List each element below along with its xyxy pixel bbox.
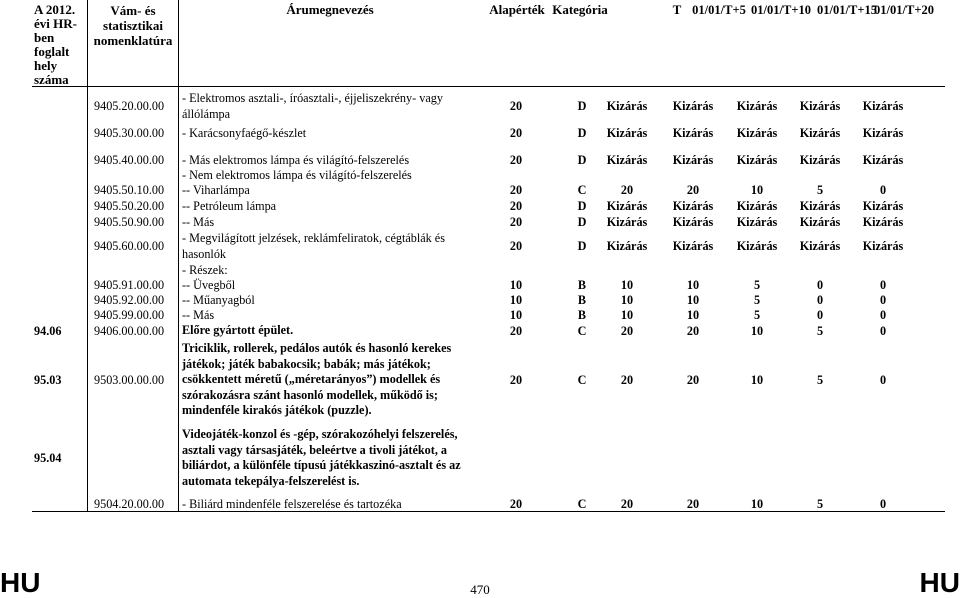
rate-t-plus-20: Kizárás (862, 239, 904, 253)
table-row (0, 198, 960, 214)
rate-t-plus-20: Kizárás (862, 199, 904, 213)
base-rate: 10 (509, 293, 523, 307)
goods-description: -- Üvegből (182, 278, 236, 292)
goods-description: -- Más (182, 308, 215, 322)
nomenclature-code: 9405.60.00.00 (94, 239, 165, 253)
rate-t-plus-10: 5 (753, 278, 761, 292)
rate-t-plus-10: Kizárás (736, 215, 778, 229)
header-t-plus-10: 01/01/T+10 (751, 3, 811, 17)
rate-t-plus-10: 10 (750, 183, 764, 197)
rate-t-plus-15: Kizárás (799, 239, 841, 253)
goods-description: Előre gyártott épület. (182, 323, 294, 338)
rate-t-plus-20: Kizárás (862, 99, 904, 113)
rate-t-plus-5: Kizárás (672, 126, 714, 140)
goods-description: -- Petróleum lámpa (182, 199, 277, 213)
rate-t-plus-20: Kizárás (862, 126, 904, 140)
rate-t-plus-15: Kizárás (799, 99, 841, 113)
header-t-plus-15: 01/01/T+15 (817, 3, 877, 17)
header-description: Árumegnevezés (286, 2, 374, 17)
rate-t-plus-15: Kizárás (799, 199, 841, 213)
rate-t-plus-10: Kizárás (736, 199, 778, 213)
rate-t-plus-5: 20 (686, 497, 700, 511)
rate-t-plus-5: 20 (686, 373, 700, 387)
base-rate: 20 (509, 324, 523, 338)
staging-category: D (577, 199, 587, 213)
rate-t-plus-20: 0 (879, 373, 887, 387)
rate-t: 10 (620, 293, 634, 307)
rate-t-plus-20: Kizárás (862, 215, 904, 229)
rate-t: 10 (620, 278, 634, 292)
rate-t-plus-10: Kizárás (736, 153, 778, 167)
rate-t-plus-20: 0 (879, 308, 887, 322)
rate-t: 10 (620, 308, 634, 322)
rate-t: Kizárás (606, 99, 648, 113)
rate-t-plus-15: 5 (816, 183, 824, 197)
table-row (0, 152, 960, 168)
table-row (0, 214, 960, 230)
base-rate: 20 (509, 373, 523, 387)
staging-category: C (577, 497, 587, 511)
table-row (0, 182, 960, 198)
heading-row (0, 341, 960, 419)
base-rate: 20 (509, 239, 523, 253)
rate-t-plus-10: 10 (750, 497, 764, 511)
nomenclature-code: 9405.20.00.00 (94, 99, 165, 113)
rate-t: Kizárás (606, 239, 648, 253)
table-row (0, 125, 960, 141)
rate-t-plus-5: 20 (686, 183, 700, 197)
staging-category: D (577, 126, 587, 140)
nomenclature-code: 9503.00.00.00 (94, 373, 165, 387)
staging-category: C (577, 324, 587, 338)
rate-t: 20 (620, 373, 634, 387)
rate-t: 20 (620, 183, 634, 197)
rate-t-plus-20: 0 (879, 183, 887, 197)
goods-description: -- Viharlámpa (182, 183, 250, 197)
rate-t-plus-5: Kizárás (672, 153, 714, 167)
footer-country-code-right: HU (919, 567, 960, 598)
rate-t-plus-5: 10 (686, 278, 700, 292)
staging-category: C (577, 183, 587, 197)
rate-t-plus-20: 0 (879, 293, 887, 307)
nomenclature-code: 9405.50.90.00 (94, 215, 165, 229)
header-base-rate: Alapérték (489, 2, 545, 17)
goods-description: - Biliárd mindenféle felszerelése és tartozéka (182, 497, 402, 511)
rate-t: Kizárás (606, 215, 648, 229)
base-rate: 20 (509, 199, 523, 213)
goods-description: - Más elektromos lámpa és világító-felszerelés (182, 153, 410, 167)
rate-t-plus-15: Kizárás (799, 153, 841, 167)
goods-description: -- Műanyagból (182, 293, 255, 307)
base-rate: 10 (509, 278, 523, 292)
footer-country-code-left: HU (0, 567, 41, 598)
staging-category: D (577, 99, 587, 113)
rate-t-plus-5: Kizárás (672, 99, 714, 113)
goods-description: - Nem elektromos lámpa és világító-felszerelés (182, 168, 412, 182)
rate-t-plus-10: 5 (753, 308, 761, 322)
staging-category: D (577, 239, 587, 253)
rate-t-plus-15: 5 (816, 324, 824, 338)
staging-category: D (577, 215, 587, 229)
nomenclature-code: 9405.50.20.00 (94, 199, 165, 213)
nomenclature-code: 9405.92.00.00 (94, 293, 165, 307)
hs-heading-number: 95.04 (34, 451, 62, 465)
rate-t-plus-5: Kizárás (672, 199, 714, 213)
rate-t-plus-20: 0 (879, 324, 887, 338)
heading-row (0, 323, 960, 339)
rate-t-plus-10: 10 (750, 373, 764, 387)
rate-t-plus-10: Kizárás (736, 99, 778, 113)
base-rate: 10 (509, 308, 523, 322)
rate-t-plus-15: 0 (816, 293, 824, 307)
nomenclature-code: 9406.00.00.00 (94, 324, 165, 338)
header-nomenclature: Vám- és statisztikai nomenklatúra (93, 3, 173, 48)
rate-t-plus-15: 0 (816, 308, 824, 322)
nomenclature-code: 9405.99.00.00 (94, 308, 165, 322)
rate-t-plus-15: 5 (816, 497, 824, 511)
rate-t-plus-15: 5 (816, 373, 824, 387)
rate-t: Kizárás (606, 199, 648, 213)
table-row (0, 277, 960, 293)
nomenclature-code: 9504.20.00.00 (94, 497, 165, 511)
rate-t-plus-5: 10 (686, 293, 700, 307)
header-divider (32, 86, 945, 87)
staging-category: C (577, 373, 587, 387)
goods-description: - Megvilágított jelzések, reklámfeliratok, cégtáblák és hasonlók (182, 231, 445, 261)
goods-description: - Karácsonyfaégő-készlet (182, 126, 307, 140)
header-t-plus-20: 01/01/T+20 (874, 3, 934, 17)
hs-heading-number: 94.06 (34, 324, 62, 338)
nomenclature-code: 9405.30.00.00 (94, 126, 165, 140)
header-t: T (672, 2, 682, 17)
rate-t-plus-10: 5 (753, 293, 761, 307)
rate-t-plus-10: Kizárás (736, 126, 778, 140)
rate-t: Kizárás (606, 153, 648, 167)
base-rate: 20 (509, 183, 523, 197)
rate-t-plus-20: 0 (879, 497, 887, 511)
header-category: Kategória (552, 2, 608, 17)
base-rate: 20 (509, 153, 523, 167)
rate-t-plus-20: Kizárás (862, 153, 904, 167)
nomenclature-code: 9405.40.00.00 (94, 153, 165, 167)
staging-category: B (577, 293, 587, 307)
rate-t-plus-10: Kizárás (736, 239, 778, 253)
rate-t-plus-5: Kizárás (672, 239, 714, 253)
rate-t-plus-20: 0 (879, 278, 887, 292)
base-rate: 20 (509, 215, 523, 229)
staging-category: D (577, 153, 587, 167)
table-row (0, 230, 960, 262)
rate-t: Kizárás (606, 126, 648, 140)
table-row (0, 90, 960, 122)
table-row (0, 167, 960, 183)
table-row (0, 262, 960, 278)
goods-description: - Elektromos asztali-, íróasztali-, éjjeliszekrény- vagy állólámpa (182, 91, 443, 121)
goods-description: Triciklik, rollerek, pedálos autók és hasonló kerekes játékok; játék babakocsik; babák; más játékok; csökkentett méretű („méretarányos”) modellek és szórakozásra szánt hasonló modellek, működő is; mindenféle kirakós játékok (puzzle). (182, 341, 452, 418)
rate-t-plus-5: 10 (686, 308, 700, 322)
rate-t-plus-5: 20 (686, 324, 700, 338)
rate-t: 20 (620, 497, 634, 511)
table-row (0, 292, 960, 308)
base-rate: 20 (509, 126, 523, 140)
header-t-plus-5: 01/01/T+5 (692, 3, 746, 17)
heading-row (0, 427, 960, 489)
rate-t-plus-5: Kizárás (672, 215, 714, 229)
base-rate: 20 (509, 497, 523, 511)
rate-t-plus-10: 10 (750, 324, 764, 338)
table-row (0, 307, 960, 323)
staging-category: B (577, 308, 587, 322)
goods-description: - Részek: (182, 263, 228, 277)
page-number: 470 (470, 582, 490, 597)
rate-t-plus-15: 0 (816, 278, 824, 292)
rate-t: 20 (620, 324, 634, 338)
goods-description: -- Más (182, 215, 215, 229)
hs-heading-number: 95.03 (34, 373, 62, 387)
rate-t-plus-15: Kizárás (799, 126, 841, 140)
header-hs-position: A 2012. évi HR-ben foglalt hely száma (34, 2, 77, 87)
base-rate: 20 (509, 99, 523, 113)
table-row (0, 496, 960, 512)
goods-description: Videojáték-konzol és -gép, szórakozóhelyi felszerelés, asztali vagy társasjáték, beleértve a tivoli játékot, a biliárdot, a különféle típusú játékkaszinó-asztalt és az automata tekepálya-felszerelést is. (182, 427, 461, 488)
staging-category: B (577, 278, 587, 292)
nomenclature-code: 9405.91.00.00 (94, 278, 165, 292)
nomenclature-code: 9405.50.10.00 (94, 183, 165, 197)
rate-t-plus-15: Kizárás (799, 215, 841, 229)
